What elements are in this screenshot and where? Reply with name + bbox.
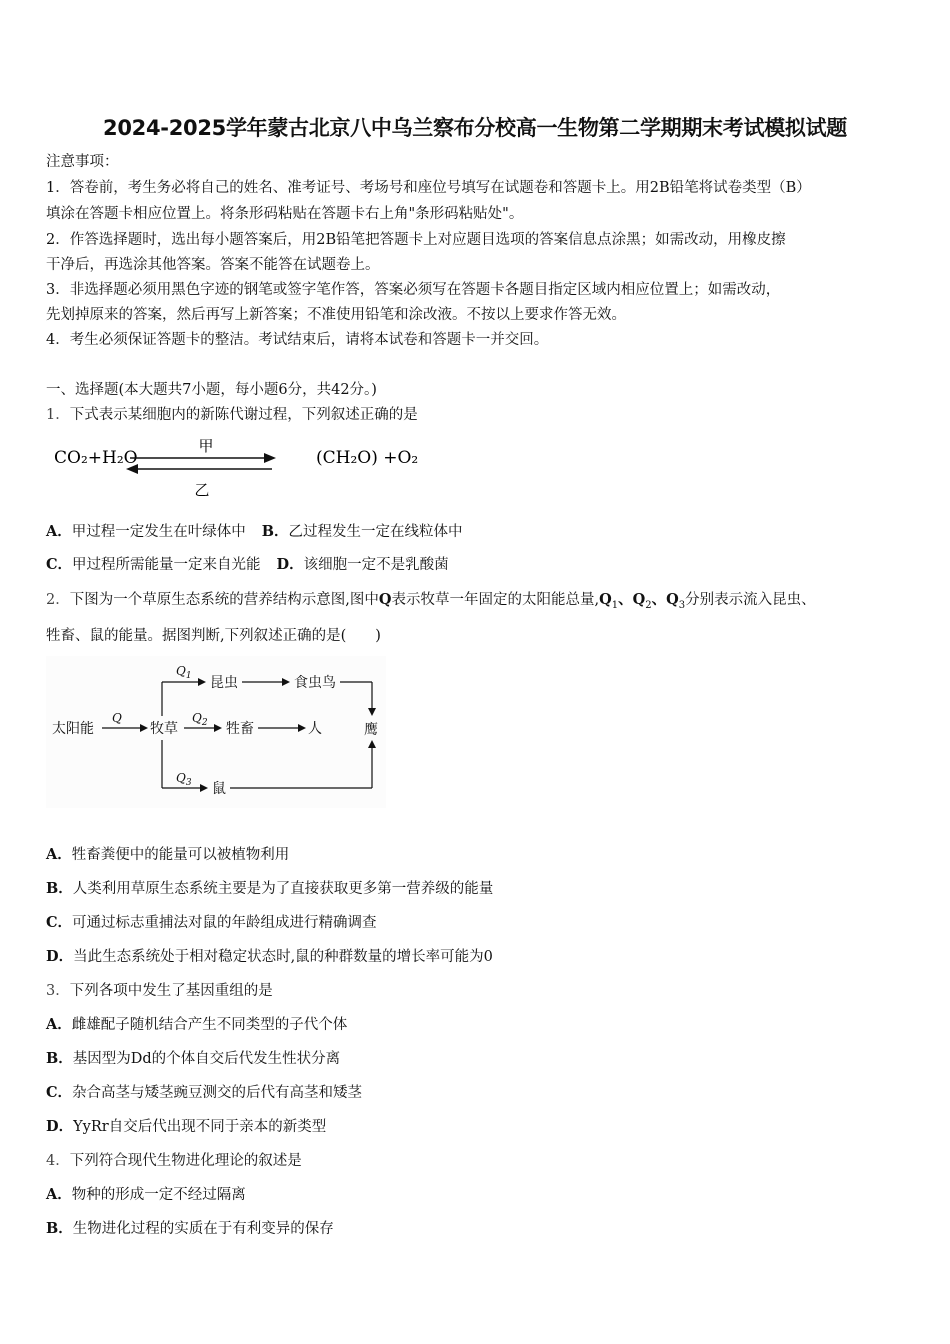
- node-grass: 牧草: [150, 721, 178, 737]
- question-2-option-c: C．可通过标志重捕法对鼠的年龄组成进行精确调查: [46, 914, 377, 931]
- node-eagle: 鹰: [364, 722, 378, 738]
- option-d: 该细胞一定不是乳酸菌: [303, 557, 449, 573]
- node-mouse: 鼠: [212, 781, 226, 797]
- question-number: 2．: [46, 592, 70, 608]
- label-q: Q: [112, 711, 122, 725]
- node-bird: 食虫鸟: [294, 675, 336, 691]
- question-3-option-d: D．YyRr自交后代出现不同于亲本的新类型: [46, 1118, 327, 1135]
- question-number: 3．: [46, 983, 70, 999]
- equation-products: (CH₂O) +O₂: [316, 448, 419, 468]
- option-b: 乙过程发生一定在线粒体中: [288, 524, 463, 540]
- option-a: 甲过程一定发生在叶绿体中: [71, 524, 246, 540]
- notice-line: 4．考生必须保证答题卡的整洁。考试结束后，请将本试卷和答题卡一并交回。: [46, 332, 549, 348]
- question-3-option-b: B．基因型为Dd的个体自交后代发生性状分离: [46, 1050, 341, 1067]
- q1-equation: [48, 432, 428, 504]
- node-livestock: 牲畜: [226, 721, 254, 737]
- question-1-options-cd: C．甲过程所需能量一定来自光能 D．该细胞一定不是乳酸菌: [46, 556, 449, 573]
- question-4-option-a: A．物种的形成一定不经过隔离: [46, 1186, 246, 1203]
- question-1-options-ab: A．甲过程一定发生在叶绿体中 B．乙过程发生一定在线粒体中: [46, 523, 463, 540]
- equation-label-top: 甲: [198, 437, 214, 455]
- section-heading: 一、选择题(本大题共7小题，每小题6分，共42分。): [46, 382, 377, 398]
- question-2-stem-line1: 2．下图为一个草原生态系统的营养结构示意图,图中Q表示牧草一年固定的太阳能总量$,Q_1$、$Q_2$、$Q_3$分别表示流入昆虫、: [46, 591, 816, 611]
- question-3-option-a: A．雌雄配子随机结合产生不同类型的子代个体: [46, 1016, 348, 1033]
- question-4-stem: 4．下列符合现代生物进化理论的叙述是: [46, 1153, 302, 1169]
- question-2-stem-line2: 牲畜、鼠的能量。据图判断,下列叙述正确的是( ): [46, 628, 381, 644]
- option-c: 甲过程所需能量一定来自光能: [72, 557, 261, 573]
- notice-line: 干净后，再选涂其他答案。答案不能答在试题卷上。: [46, 257, 380, 273]
- question-number: 4．: [46, 1153, 70, 1169]
- forward-arrowhead: [264, 453, 276, 463]
- notice-line: 1．答卷前，考生务必将自己的姓名、准考证号、考场号和座位号填写在试题卷和答题卡上。用2B铅笔将试卷类型（B）: [46, 180, 811, 196]
- notice-line: 填涂在答题卡相应位置上。将条形码粘贴在答题卡右上角"条形码粘贴处"。: [46, 206, 524, 222]
- food-web-diagram: [46, 656, 386, 808]
- equation-label-bottom: 乙: [194, 481, 210, 499]
- equation-reactants: CO₂+H₂O: [54, 448, 138, 468]
- node-insect: 昆虫: [210, 675, 238, 691]
- question-number: 1．: [46, 407, 70, 423]
- notice-heading: 注意事项：: [46, 154, 119, 170]
- notice-line: 先划掉原来的答案，然后再写上新答案；不准使用铅笔和涂改液。不按以上要求作答无效。: [46, 307, 626, 323]
- node-sun: 太阳能: [52, 721, 94, 737]
- question-1-stem: 1．下式表示某细胞内的新陈代谢过程，下列叙述正确的是: [46, 407, 418, 423]
- notice-line: 2．作答选择题时，选出每小题答案后，用2B铅笔把答题卡上对应题目选项的答案信息点涂黑；如需改动，用橡皮擦: [46, 232, 786, 248]
- label-q3: $Q_3$: [176, 771, 192, 788]
- notice-line: 3．非选择题必须用黑色字迹的钢笔或签字笔作答，答案必须写在答题卡各题目指定区域内相应位置上；如需改动，: [46, 282, 781, 298]
- question-2-option-b: B．人类利用草原生态系统主要是为了直接获取更多第一营养级的能量: [46, 880, 494, 897]
- question-4-option-b: B．生物进化过程的实质在于有利变异的保存: [46, 1220, 334, 1237]
- question-2-option-d: D．当此生态系统处于相对稳定状态时,鼠的种群数量的增长率可能为0: [46, 948, 493, 965]
- label-q1: $Q_1$: [176, 664, 192, 681]
- question-3-stem: 3．下列各项中发生了基因重组的是: [46, 983, 273, 999]
- question-3-option-c: C．杂合高茎与矮茎豌豆测交的后代有高茎和矮茎: [46, 1084, 363, 1101]
- label-q2: $Q_2$: [192, 711, 208, 728]
- question-2-option-a: A．牲畜粪便中的能量可以被植物利用: [46, 846, 290, 863]
- node-human: 人: [308, 721, 322, 737]
- page-title: 2024-2025学年蒙古北京八中乌兰察布分校高一生物第二学期期末考试模拟试题: [103, 116, 847, 140]
